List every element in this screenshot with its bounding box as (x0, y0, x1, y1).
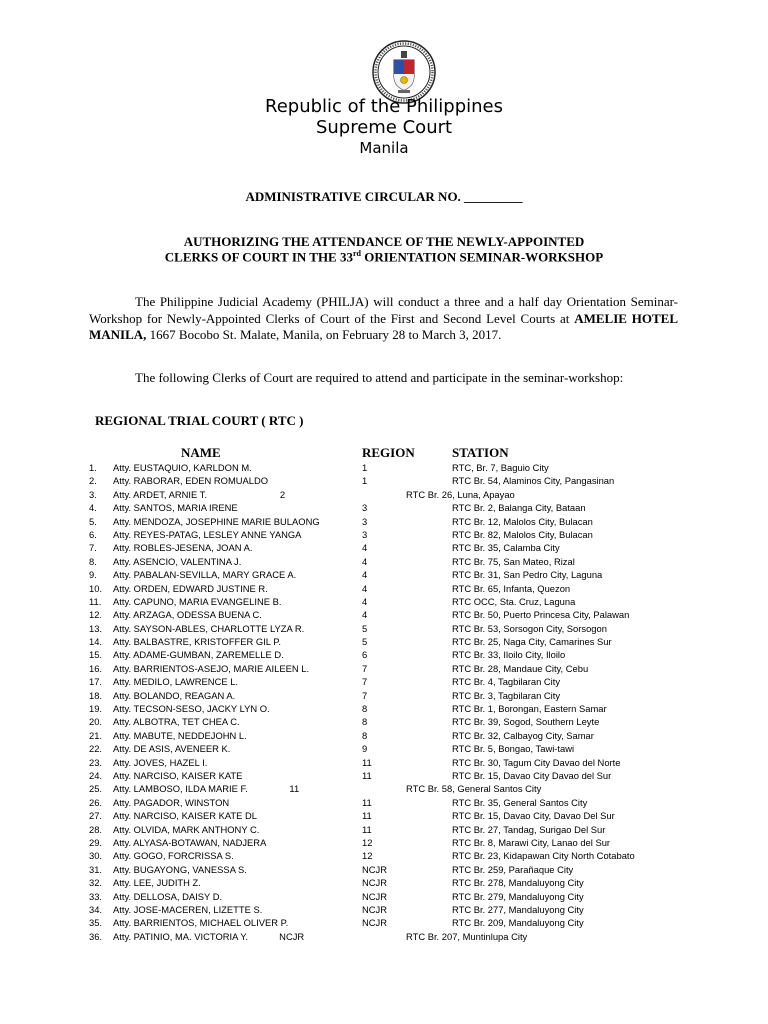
row-region: NCJR (362, 890, 387, 902)
row-number: 26. (89, 796, 103, 808)
row-name: Atty. BARRIENTOS, MICHAEL OLIVER P. (113, 917, 289, 929)
row-name: Atty. DE ASIS, AVENEER K. (113, 743, 231, 755)
row-number: 29. (89, 836, 103, 848)
row-region: NCJR (362, 903, 387, 915)
row-number: 23. (89, 756, 103, 768)
row-station: RTC Br. 1, Borongan, Eastern Samar (452, 703, 607, 715)
row-region: NCJR (362, 877, 387, 889)
list-item (0, 756, 768, 769)
row-station: RTC Br. 82, Malolos City, Bulacan (452, 528, 593, 540)
row-region: NCJR (362, 863, 387, 875)
row-station: RTC Br. 5, Bongao, Tawi-tawi (452, 743, 575, 755)
list-item (0, 582, 768, 595)
row-region: 11 (362, 823, 372, 835)
row-name: Atty. JOVES, HAZEL I. (113, 756, 208, 768)
list-item (0, 689, 768, 702)
clerks-list (0, 461, 768, 943)
row-number: 2. (89, 475, 97, 487)
row-name: Atty. ADAME-GUMBAN, ZAREMELLE D. (113, 649, 284, 661)
row-station: RTC Br. 8, Marawi City, Lanao del Sur (452, 836, 611, 848)
row-number: 24. (89, 769, 103, 781)
list-item (0, 863, 768, 876)
row-name: Atty. LAMBOSO, ILDA MARIE F. 11 (113, 783, 300, 795)
list-item (0, 635, 768, 648)
row-number: 31. (89, 863, 103, 875)
list-item (0, 916, 768, 929)
row-number: 20. (89, 716, 103, 728)
row-region: NCJR (362, 917, 387, 929)
venue-name: AMELIE HOTEL MANILA, (89, 310, 679, 343)
row-name: Atty. CAPUNO, MARIA EVANGELINE B. (113, 595, 282, 607)
row-region: 5 (362, 622, 368, 634)
column-header-station: STATION (452, 445, 509, 460)
row-station: RTC Br. 209, Mandaluyong City (452, 917, 584, 929)
row-name: Atty. OLVIDA, MARK ANTHONY C. (113, 823, 260, 835)
row-station: RTC Br. 39, Sogod, Southern Leyte (452, 716, 600, 728)
row-name: Atty. PATINIO, MA. VICTORIA Y. NCJR (113, 930, 305, 942)
list-item (0, 568, 768, 581)
list-item (0, 528, 768, 541)
circular-number: ADMINISTRATIVE CIRCULAR NO. _________ (245, 189, 523, 204)
row-region: 11 (362, 756, 372, 768)
paragraph-seminar-details (89, 294, 678, 344)
title-line-2-superscript: rd (352, 249, 361, 258)
row-region: 5 (362, 636, 368, 648)
row-region: 7 (362, 662, 368, 674)
row-region: 4 (362, 609, 368, 621)
list-item (0, 555, 768, 568)
row-name: Atty. ARZAGA, ODESSA BUENA C. (113, 609, 262, 621)
row-region: 12 (362, 850, 373, 862)
row-number: 27. (89, 810, 103, 822)
row-name: Atty. ROBLES-JESENA, JOAN A. (113, 542, 253, 554)
list-item (0, 474, 768, 487)
row-region: 1 (362, 475, 368, 487)
list-item (0, 702, 768, 715)
row-station: RTC Br. 26, Luna, Apayao (406, 488, 515, 500)
row-name: Atty. TECSON-SESO, JACKY LYN O. (113, 703, 270, 715)
column-header-region: REGION (362, 445, 415, 460)
row-station: RTC Br. 2, Balanga City, Bataan (452, 502, 586, 514)
list-item (0, 836, 768, 849)
row-region: 4 (362, 569, 368, 581)
list-item (0, 622, 768, 635)
row-station: RTC Br. 15, Davao City, Davao Del Sur (452, 810, 615, 822)
row-number: 21. (89, 729, 103, 741)
row-name: Atty. ARDET, ARNIE T. 2 (113, 488, 286, 500)
row-station: RTC Br. 12, Malolos City, Bulacan (452, 515, 593, 527)
row-station: RTC Br. 278, Mandaluyong City (452, 877, 584, 889)
row-region: 8 (362, 703, 368, 715)
row-number: 33. (89, 890, 103, 902)
row-station: RTC Br. 3, Tagbilaran City (452, 689, 561, 701)
paragraph-1-text-b: 1667 Bocobo St. Malate, Manila, on February 28 to March 3, 2017. (146, 327, 502, 343)
row-name: Atty. NARCISO, KAISER KATE DL (113, 810, 257, 822)
row-station: RTC Br. 54, Alaminos City, Pangasinan (452, 475, 615, 487)
row-region: 9 (362, 743, 368, 755)
row-station: RTC Br. 58, General Santos City (406, 783, 542, 795)
row-station: RTC Br. 65, Infanta, Quezon (452, 582, 571, 594)
list-item (0, 501, 768, 514)
row-name: Atty. NARCISO, KAISER KATE (113, 769, 243, 781)
list-item (0, 608, 768, 621)
title-line-2-suffix: ORIENTATION SEMINAR-WORKSHOP (360, 249, 604, 265)
row-region: 8 (362, 729, 368, 741)
row-name: Atty. BOLANDO, REAGAN A. (113, 689, 236, 701)
row-name: Atty. MENDOZA, JOSEPHINE MARIE BULAONG (113, 515, 320, 527)
list-item (0, 782, 768, 795)
section-title: REGIONAL TRIAL COURT ( RTC ) (95, 413, 304, 428)
row-station: RTC Br. 207, Muntinlupa City (406, 930, 528, 942)
row-name: Atty. PAGADOR, WINSTON (113, 796, 230, 808)
list-item (0, 715, 768, 728)
row-number: 17. (89, 676, 103, 688)
row-region: 6 (362, 649, 368, 661)
row-number: 9. (89, 569, 97, 581)
row-name: Atty. MABUTE, NEDDEJOHN L. (113, 729, 247, 741)
row-region: 3 (362, 528, 368, 540)
list-item (0, 903, 768, 916)
row-number: 10. (89, 582, 103, 594)
row-region: 7 (362, 689, 368, 701)
row-station: RTC Br. 33, Iloilo City, Iloilo (452, 649, 566, 661)
row-station: RTC OCC, Sta. Cruz, Laguna (452, 595, 576, 607)
row-number: 14. (89, 636, 103, 648)
paragraph-attendance: The following Clerks of Court are required to attend and participate in the seminar-workshop: (135, 370, 624, 385)
row-name: Atty. SANTOS, MARIA IRENE (113, 502, 238, 514)
row-region: 1 (362, 462, 368, 473)
row-region: 4 (362, 542, 368, 554)
row-region: 11 (362, 796, 372, 808)
row-station: RTC Br. 4, Tagbilaran City (452, 676, 561, 688)
row-region: 12 (362, 836, 373, 848)
list-item (0, 648, 768, 661)
row-number: 36. (89, 930, 103, 942)
header-supreme-court: Supreme Court (315, 117, 453, 138)
list-item (0, 662, 768, 675)
row-station: RTC Br. 25, Naga City, Camarines Sur (452, 636, 612, 648)
supreme-court-seal (372, 40, 436, 104)
row-region: 3 (362, 502, 368, 514)
row-number: 3. (89, 488, 97, 500)
row-number: 16. (89, 662, 103, 674)
row-station: RTC Br. 53, Sorsogon City, Sorsogon (452, 622, 607, 634)
row-name: Atty. ALBOTRA, TET CHEA C. (113, 716, 240, 728)
row-number: 5. (89, 515, 97, 527)
row-station: RTC Br. 30, Tagum City Davao del Norte (452, 756, 621, 768)
row-number: 15. (89, 649, 103, 661)
row-name: Atty. EUSTAQUIO, KARLDON M. (113, 462, 252, 473)
row-station: RTC, Br. 7, Baguio City (452, 462, 549, 473)
list-item (0, 849, 768, 862)
row-number: 6. (89, 528, 97, 540)
row-number: 13. (89, 622, 103, 634)
row-station: RTC Br. 27, Tandag, Surigao Del Sur (452, 823, 606, 835)
row-number: 11. (89, 595, 102, 607)
row-name: Atty. BALBASTRE, KRISTOFFER GIL P. (113, 636, 281, 648)
row-name: Atty. SAYSON-ABLES, CHARLOTTE LYZA R. (113, 622, 305, 634)
row-name: Atty. PABALAN-SEVILLA, MARY GRACE A. (113, 569, 297, 581)
row-number: 22. (89, 743, 103, 755)
row-number: 25. (89, 783, 103, 795)
list-item (0, 595, 768, 608)
row-region: 8 (362, 716, 368, 728)
column-header-name: NAME (181, 445, 221, 460)
row-region: 4 (362, 595, 368, 607)
row-station: RTC Br. 35, General Santos City (452, 796, 588, 808)
row-station: RTC Br. 259, Parañaque City (452, 863, 574, 875)
row-station: RTC Br. 279, Mandaluyong City (452, 890, 584, 902)
row-name: Atty. JOSE-MACEREN, LIZETTE S. (113, 903, 263, 915)
row-number: 7. (89, 542, 97, 554)
row-number: 1. (89, 462, 97, 473)
row-region: 11 (362, 769, 372, 781)
paragraph-1-text-a: The Philippine Judicial Academy (PHILJA) will conduct a three and a half day Orientation Seminar-Workshop for Newly-Appointed Clerks of Court of the First and Second Level Courts at (89, 294, 678, 326)
row-name: Atty. ALYASA-BOTAWAN, NADJERA (113, 836, 267, 848)
row-name: Atty. REYES-PATAG, LESLEY ANNE YANGA (113, 528, 302, 540)
list-item (0, 742, 768, 755)
row-name: Atty. ORDEN, EDWARD JUSTINE R. (113, 582, 268, 594)
row-station: RTC Br. 75, San Mateo, Rizal (452, 555, 575, 567)
row-number: 34. (89, 903, 103, 915)
row-station: RTC Br. 15, Davao City Davao del Sur (452, 769, 612, 781)
title-line-1: AUTHORIZING THE ATTENDANCE OF THE NEWLY-APPOINTED (183, 234, 585, 249)
row-name: Atty. BARRIENTOS-ASEJO, MARIE AILEEN L. (113, 662, 310, 674)
row-name: Atty. GOGO, FORCRISSA S. (113, 850, 234, 862)
row-station: RTC Br. 277, Mandaluyong City (452, 903, 584, 915)
list-item (0, 823, 768, 836)
list-item (0, 930, 768, 943)
row-name: Atty. MEDILO, LAWRENCE L. (113, 676, 239, 688)
row-station: RTC Br. 35, Calamba City (452, 542, 560, 554)
row-name: Atty. RABORAR, EDEN ROMUALDO (113, 475, 269, 487)
row-region: 4 (362, 555, 368, 567)
row-station: RTC Br. 23, Kidapawan City North Cotabato (452, 850, 635, 862)
row-number: 12. (89, 609, 103, 621)
row-station: RTC Br. 28, Mandaue City, Cebu (452, 662, 589, 674)
row-number: 19. (89, 703, 103, 715)
row-region: 4 (362, 582, 368, 594)
row-name: Atty. DELLOSA, DAISY D. (113, 890, 223, 902)
row-station: RTC Br. 31, San Pedro City, Laguna (452, 569, 603, 581)
row-number: 28. (89, 823, 103, 835)
list-item (0, 809, 768, 822)
row-name: Atty. LEE, JUDITH Z. (113, 877, 201, 889)
header-manila: Manila (359, 139, 409, 157)
row-region: 11 (362, 810, 372, 822)
list-item (0, 515, 768, 528)
row-station: RTC Br. 50, Puerto Princesa City, Palawan (452, 609, 630, 621)
row-station: RTC Br. 32, Calbayog City, Samar (452, 729, 594, 741)
list-item (0, 769, 768, 782)
row-number: 30. (89, 850, 103, 862)
row-region: 7 (362, 676, 368, 688)
list-item (0, 488, 768, 501)
row-number: 35. (89, 917, 103, 929)
list-item (0, 890, 768, 903)
list-item (0, 796, 768, 809)
row-number: 8. (89, 555, 97, 567)
list-item (0, 675, 768, 688)
list-item (0, 541, 768, 554)
row-region: 3 (362, 515, 368, 527)
list-item (0, 876, 768, 889)
list-item (0, 461, 768, 474)
title-line-2 (0, 249, 768, 265)
list-item (0, 729, 768, 742)
row-name: Atty. ASENCIO, VALENTINA J. (113, 555, 242, 567)
row-number: 4. (89, 502, 97, 514)
header-republic: Republic of the Philippines (265, 96, 503, 117)
row-name: Atty. BUGAYONG, VANESSA S. (113, 863, 247, 875)
row-number: 32. (89, 877, 103, 889)
title-line-2-prefix: CLERKS OF COURT IN THE 33 (164, 249, 353, 265)
row-number: 18. (89, 689, 103, 701)
